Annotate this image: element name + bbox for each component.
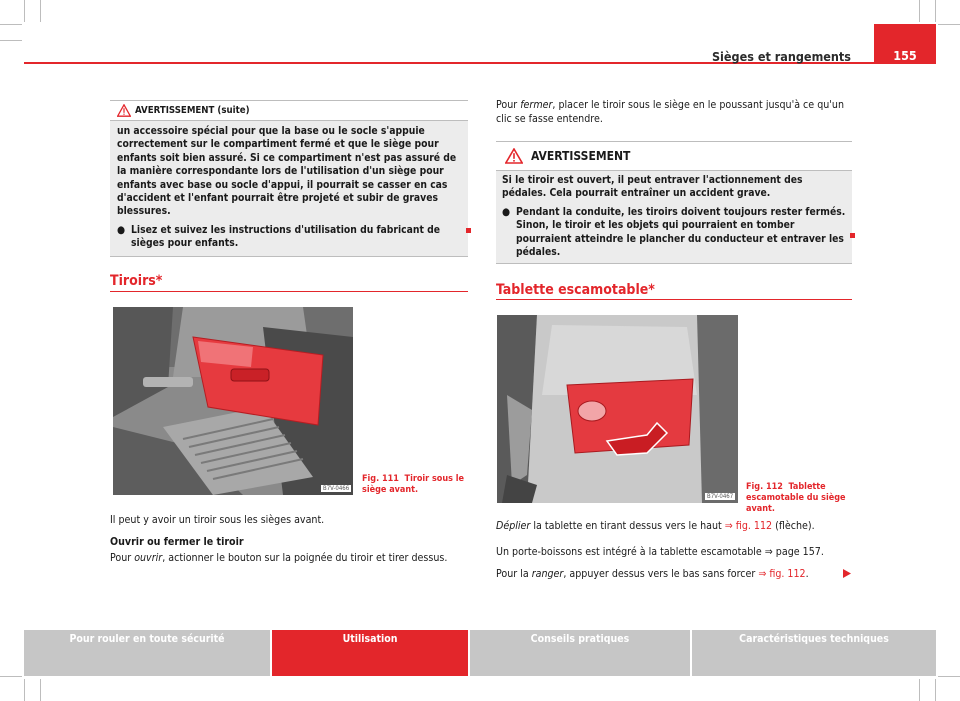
footer-tab-safety[interactable]: Pour rouler en toute sécurité — [24, 630, 270, 676]
crop-mark — [40, 0, 41, 22]
drawers-open-instruction: Pour ouvrir, actionner le bouton sur la poignée du tiroir et tirer dessus. — [110, 552, 448, 564]
warning-bullet-text: Lisez et suivez les instructions d'utilisation du fabricant de sièges pour enfants. — [131, 223, 441, 250]
fold-table-unfold-instruction: Déplier la tablette en tirant dessus vers le haut ⇒ fig. 112 (flèche). — [496, 520, 815, 532]
figure-code: B7V-0467 — [707, 493, 734, 500]
warning-triangle-icon — [117, 104, 131, 117]
footer-tab-technical-specs[interactable]: Caractéristiques techniques — [692, 630, 936, 676]
figure-caption-112 — [746, 482, 852, 515]
warning-box — [496, 141, 852, 264]
footer-tab-practical-tips[interactable]: Conseils pratiques — [470, 630, 690, 676]
crop-mark — [0, 24, 22, 25]
caption-text: Tablette escamotable du siège avant. — [746, 482, 846, 514]
fold-table-stow-instruction: Pour la ranger, appuyer dessus vers le bas sans forcer ⇒ fig. 112. — [496, 568, 809, 580]
figure-caption-111 — [362, 474, 466, 496]
crop-mark — [938, 676, 960, 677]
footer-tab-usage[interactable]: Utilisation — [272, 630, 468, 676]
crop-mark — [935, 679, 936, 701]
figure-drawer-image — [113, 307, 353, 495]
crop-mark — [0, 40, 22, 41]
warning-title: AVERTISSEMENT — [531, 149, 631, 163]
section-rule — [110, 291, 468, 292]
warning-box-continued — [110, 100, 468, 257]
warning-bullet: ● Lisez et suivez les instructions d'utilisation du fabricant de sièges pour enfants. — [117, 224, 462, 251]
warning-triangle-icon — [505, 148, 523, 164]
caption-number: Fig. 111 — [362, 474, 399, 484]
section-end-marker — [850, 233, 855, 238]
drawers-subheading: Ouvrir ou fermer le tiroir — [110, 536, 244, 548]
figure-fold-table-image — [497, 315, 738, 503]
crop-mark — [24, 679, 25, 701]
section-rule — [496, 299, 852, 300]
crop-mark — [0, 676, 22, 677]
crop-mark — [40, 679, 41, 701]
crop-mark — [938, 24, 960, 25]
crop-mark — [935, 0, 936, 22]
warning-bullet: ● Pendant la conduite, les tiroirs doivent toujours rester fermés. Sinon, le tiroir et les objets qui pourraient en tomber pourraient atteindre le plancher du conducteur et entraver les pédales. — [502, 205, 846, 259]
page-number: 155 — [874, 24, 936, 64]
figure-code: B7V-0466 — [323, 485, 350, 492]
caption-number: Fig. 112 — [746, 482, 783, 492]
figure-reference-link[interactable]: ⇒ fig. 112 — [724, 520, 773, 532]
warning-paragraph: un accessoire spécial pour que la base ou le socle s'appuie correctement sur le compartiment fermé et que le siège pour enfants soit bien assuré. Si ce compartiment n'est pas assuré de la manière correspondante lors de l'utilisation d'un siège pour enfants avec base ou socle d'appui, il pourrait se casser en cas d'accident et l'enfant pourrait être projeté et subir de graves blessures. — [117, 125, 457, 218]
section-title-fold-table: Tablette escamotable* — [496, 282, 655, 298]
warning-bullet-text: Pendant la conduite, les tiroirs doivent toujours rester fermés. Sinon, le tiroir et les objets qui pourraient en tomber pourraient atteindre le plancher du conducteur et entraver les pédales. — [516, 205, 846, 259]
warning-title: AVERTISSEMENT (suite) — [135, 105, 250, 116]
running-header-title: Sièges et rangements — [711, 49, 851, 64]
caption-text: Tiroir sous le siège avant. — [362, 474, 465, 495]
section-end-marker — [466, 228, 471, 233]
footer-chapter-tabs — [24, 630, 936, 676]
drawers-intro: Il peut y avoir un tiroir sous les sièges avant. — [110, 514, 325, 526]
warning-paragraph: Si le tiroir est ouvert, il peut entraver l'actionnement des pédales. Cela pourrait entraîner un accident grave. — [502, 174, 803, 200]
cup-holder-note: Un porte-boissons est intégré à la tablette escamotable ⇒ page 157. — [496, 546, 824, 558]
section-title-drawers: Tiroirs* — [110, 273, 163, 289]
continue-arrow-icon — [843, 569, 851, 578]
crop-mark — [919, 679, 920, 701]
figure-reference-link[interactable]: ⇒ fig. 112 — [758, 568, 806, 580]
crop-mark — [24, 0, 25, 22]
close-drawer-instruction: Pour fermer, placer le tiroir sous le siège en le poussant jusqu'à ce qu'un clic se fasse entendre. — [496, 99, 844, 125]
crop-mark — [919, 0, 920, 22]
